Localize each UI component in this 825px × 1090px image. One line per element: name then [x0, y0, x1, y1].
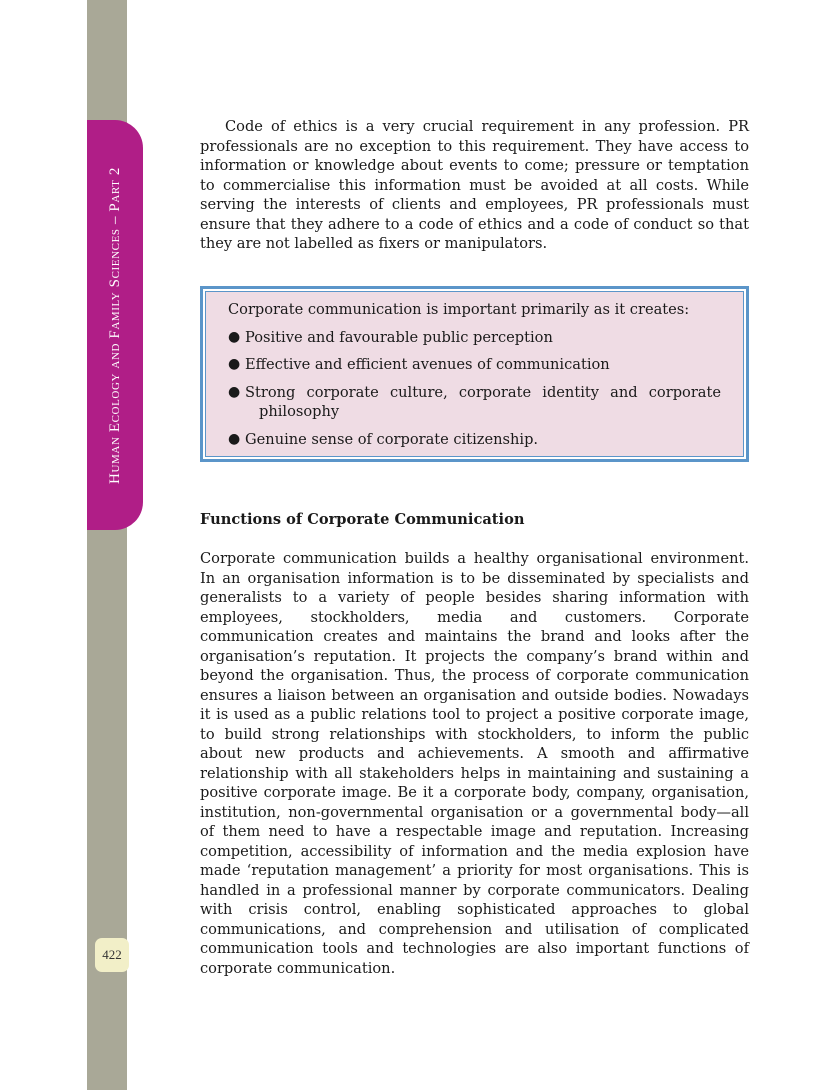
list-item	[228, 355, 721, 375]
list-item	[228, 430, 721, 450]
list-item	[228, 383, 721, 403]
list-item-text: philosophy	[259, 403, 340, 420]
callout-box-inner	[205, 291, 744, 457]
intro-paragraph: Code of ethics is a very crucial requirement in any profession. PR professionals are no exception to this requirement. They have access to information or knowledge about events to come; pressure or temptation to commercialise this information must be avoided at all costs. While serving the interests of clients and employees, PR professionals must ensure that they adhere to a code of ethics and a code of conduct so that they are not labelled as fixers or manipulators.	[200, 118, 749, 252]
list-item-text: Positive and favourable public perception	[245, 328, 553, 346]
callout-lead: Corporate communication is important primarily as it creates:	[228, 301, 690, 318]
list-item-continuation	[228, 402, 721, 422]
section-title: Human Ecology and Family Sciences – Part 2	[106, 166, 123, 484]
list-item-text: Genuine sense of corporate citizenship.	[245, 430, 539, 448]
section-tab-label-wrap	[87, 120, 143, 530]
callout-list	[228, 328, 721, 450]
list-item-text: Strong corporate culture, corporate identity and corporate	[245, 383, 721, 401]
section-heading: Functions of Corporate Communication	[200, 511, 525, 528]
list-item	[228, 328, 721, 348]
bullet-icon: ●	[228, 383, 241, 400]
bullet-icon: ●	[228, 356, 241, 372]
list-item-text: Effective and efficient avenues of communication	[245, 356, 610, 373]
callout-box	[200, 286, 749, 462]
bullet-icon: ●	[228, 430, 241, 447]
page-number: 422	[95, 938, 129, 972]
bullet-icon: ●	[228, 328, 241, 345]
section-body: Corporate communication builds a healthy organisational environment. In an organisation information is to be disseminated by specialists and generalists to a variety of people besides sharing information with employees, stockholders, media and customers. Corporate communication creates and maintains the brand and looks after the organisation’s reputation. It projects the company’s brand within and beyond the organisation. Thus, the process of corporate communication ensures a liaison between an organisation and outside bodies. Nowadays it is used as a public relations tool to project a positive corporate image, to build strong relationships with stockholders, to inform the public about new products and achievements. A smooth and affirmative relationship with all stakeholders helps in maintaining and sustaining a positive corporate image. Be it a corporate body, company, organisation, institution, non-governmental organisation or a governmental body—all of them need to have a respectable image and reputation. Increasing competition, accessibility of information and the media explosion have made ‘reputation management’ a priority for most organisations. This is handled in a professional manner by corporate communicators. Dealing with crisis control, enabling sophisticated approaches to global communications, and comprehension and utilisation of complicated communication tools and technologies are also important functions of corporate communication.	[200, 550, 749, 977]
